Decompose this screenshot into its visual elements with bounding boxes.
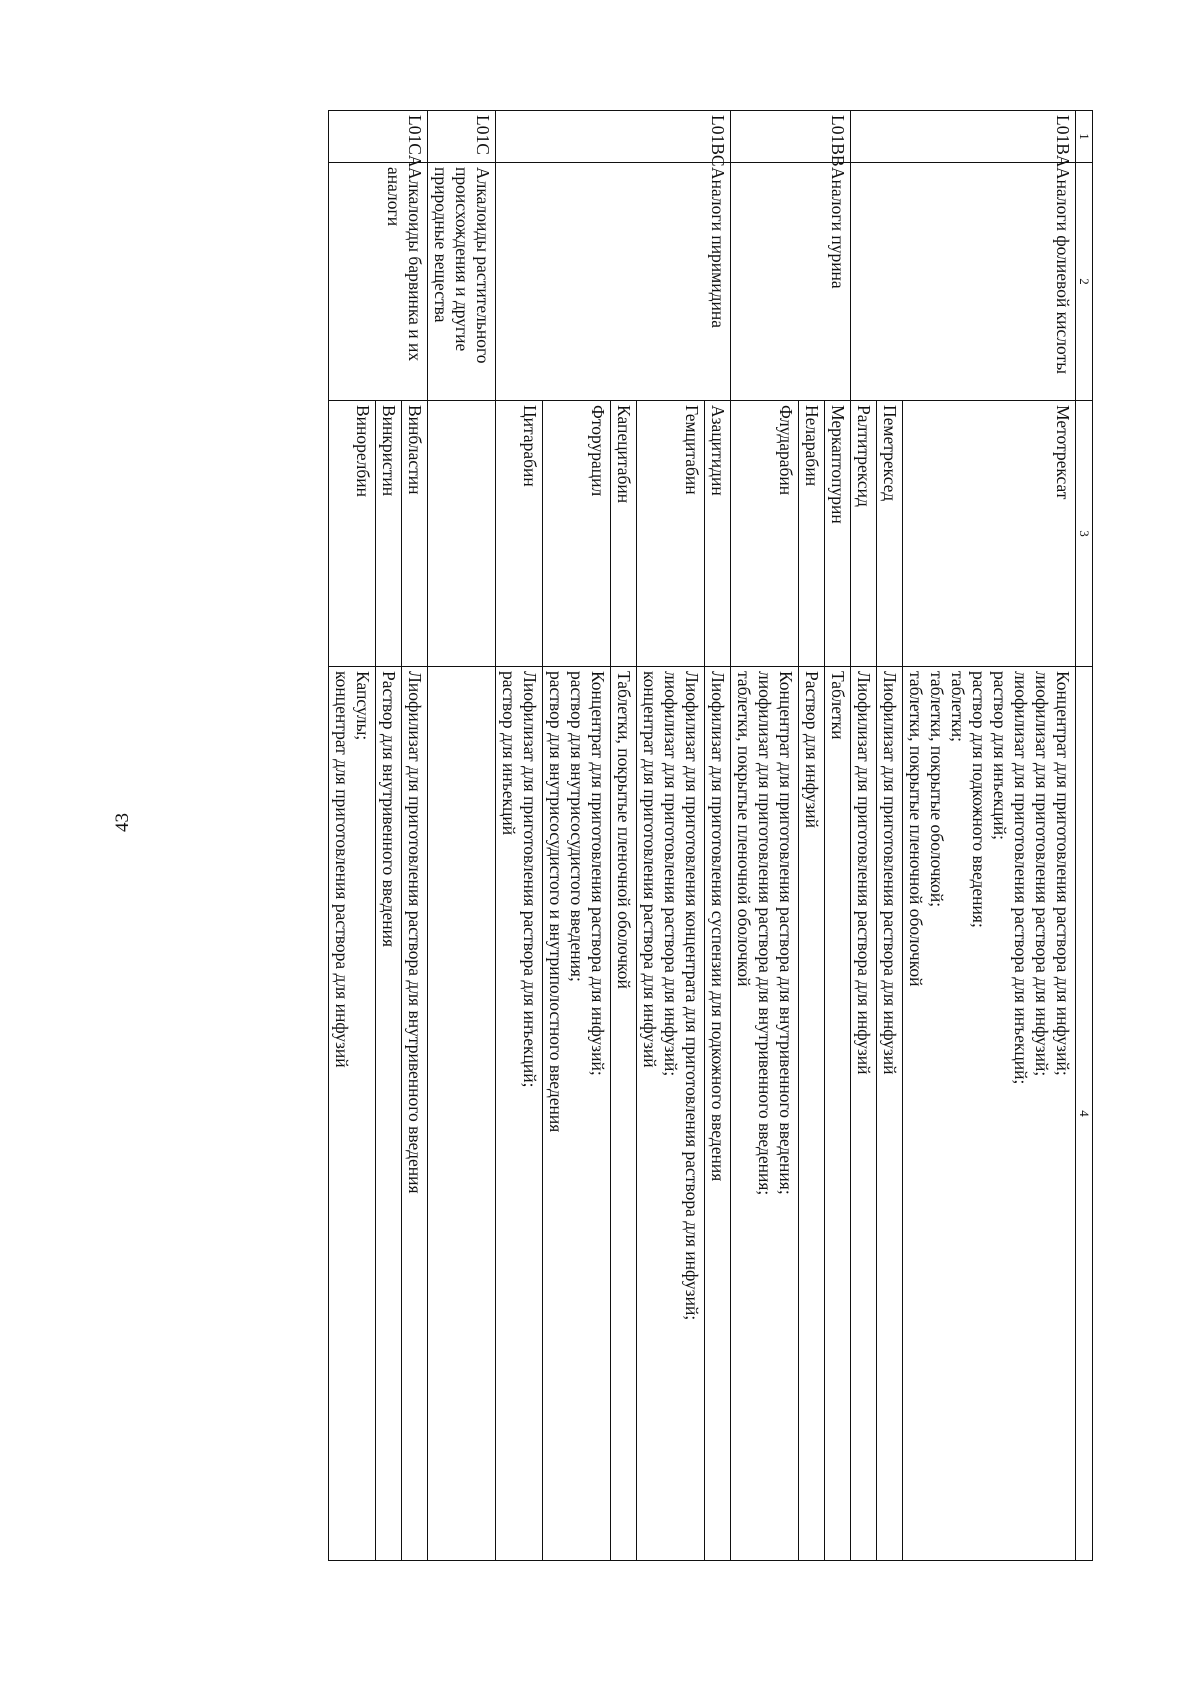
drug-name-cell: Ралтитрексид — [851, 401, 877, 667]
drug-name-cell: Меркаптопурин — [825, 401, 851, 667]
dosage-forms-cell — [799, 667, 825, 1561]
dosage-form-line: Лиофилизат для приготовления концентрата для приготовления раствора для инфузий; — [682, 671, 702, 1321]
column-header: 1 — [1076, 111, 1093, 163]
dosage-form-line: раствор для внутрисосудистого введения; — [567, 671, 587, 982]
drug-name-cell: Винорелбин — [329, 401, 376, 667]
drug-name-cell: Пеметрексед — [877, 401, 903, 667]
drug-name-cell: Капецитабин — [611, 401, 637, 667]
atc-group-name-cell: Аналоги пурина — [731, 163, 851, 401]
dosage-forms-cell — [329, 667, 376, 1561]
table-row — [402, 111, 428, 1561]
dosage-form-line: Лиофилизат для приготовления раствора для внутривенного введения — [405, 671, 425, 1194]
dosage-forms-cell — [496, 667, 543, 1561]
drug-name-cell: Метотрексат — [903, 401, 1076, 667]
dosage-form-line: таблетки; — [948, 671, 968, 742]
drug-name-cell: Гемцитабин — [637, 401, 705, 667]
atc-group-name-cell: Алкалоиды барвинка и их аналоги — [329, 163, 428, 401]
drug-name-cell: Неларабин — [799, 401, 825, 667]
dosage-form-line: лиофилизат для приготовления раствора для инъекций; — [1011, 671, 1031, 1085]
dosage-form-line: раствор для инъекций; — [990, 671, 1010, 841]
dosage-forms-cell — [428, 667, 496, 1561]
atc-code-cell: L01C — [428, 111, 496, 163]
dosage-form-line: лиофилизат для приготовления раствора для инфузий; — [1032, 671, 1052, 1077]
dosage-form-line: Лиофилизат для приготовления суспензии для подкожного введения — [708, 671, 728, 1182]
dosage-forms-cell — [543, 667, 611, 1561]
dosage-forms-cell — [903, 667, 1076, 1561]
table-body — [329, 111, 1076, 1561]
table-row — [705, 111, 731, 1561]
dosage-form-line: таблетки, покрытые пленочной оболочкой — [734, 671, 754, 987]
atc-code-cell: L01BB — [731, 111, 851, 163]
dosage-form-line: Раствор для внутривенного введения — [379, 671, 399, 948]
dosage-forms-cell — [825, 667, 851, 1561]
table-row — [825, 111, 851, 1561]
drug-name-cell — [428, 401, 496, 667]
page-number: 43 — [112, 813, 133, 832]
column-header: 3 — [1076, 401, 1093, 667]
dosage-form-line: концентрат для приготовления раствора для инфузий — [332, 671, 352, 1068]
atc-group-name-cell: Аналоги фолиевой кислоты — [851, 163, 1076, 401]
dosage-form-line: таблетки, покрытые пленочной оболочкой — [906, 671, 926, 987]
table-row — [428, 111, 496, 1561]
drug-table — [328, 110, 1093, 1561]
dosage-form-line: Лиофилизат для приготовления раствора для инфузий — [880, 671, 900, 1075]
dosage-form-line: Таблетки, покрытые пленочной оболочкой — [614, 671, 634, 989]
atc-group-name-cell: Аналоги пиримидина — [496, 163, 731, 401]
dosage-form-line: таблетки, покрытые оболочкой; — [927, 671, 947, 908]
column-header: 4 — [1076, 667, 1093, 1561]
table-rotated-container — [183, 110, 1093, 1560]
dosage-form-line: лиофилизат для приготовления раствора для инфузий; — [661, 671, 681, 1077]
dosage-forms-cell — [376, 667, 402, 1561]
drug-name-cell: Флударабин — [731, 401, 799, 667]
dosage-form-line: Лиофилизат для приготовления раствора для инъекций; — [520, 671, 540, 1088]
drug-name-cell: Азацитидин — [705, 401, 731, 667]
header-row — [1076, 111, 1093, 1561]
table-row — [903, 111, 1076, 1561]
dosage-form-line: Раствор для инфузий — [802, 671, 822, 829]
drug-name-cell: Винбластин — [402, 401, 428, 667]
dosage-forms-cell — [877, 667, 903, 1561]
dosage-forms-cell — [851, 667, 877, 1561]
dosage-form-line: Концентрат для приготовления раствора для инфузий; — [588, 671, 608, 1076]
dosage-form-line: раствор для инъекций — [499, 671, 519, 836]
atc-group-name-cell: Алкалоиды растительного происхождения и другие природные вещества — [428, 163, 496, 401]
dosage-form-line: концентрат для приготовления раствора для инфузий — [640, 671, 660, 1068]
dosage-form-line: Концентрат для приготовления раствора для инфузий; — [1053, 671, 1073, 1076]
drug-name-cell: Фторурацил — [543, 401, 611, 667]
column-header: 2 — [1076, 163, 1093, 401]
dosage-form-line: раствор для подкожного введения; — [969, 671, 989, 928]
dosage-form-line: лиофилизат для приготовления раствора для внутривенного введения; — [755, 671, 775, 1196]
dosage-forms-cell — [611, 667, 637, 1561]
drug-name-cell: Цитарабин — [496, 401, 543, 667]
atc-code-cell: L01CA — [329, 111, 428, 163]
dosage-form-line: Капсулы; — [353, 671, 373, 741]
dosage-forms-cell — [731, 667, 799, 1561]
dosage-form-line: Лиофилизат для приготовления раствора для инфузий — [854, 671, 874, 1075]
dosage-forms-cell — [705, 667, 731, 1561]
dosage-form-line: Таблетки — [828, 671, 848, 740]
dosage-form-line: Концентрат для приготовления раствора для внутривенного введения; — [776, 671, 796, 1195]
atc-code-cell: L01BC — [496, 111, 731, 163]
drug-name-cell: Винкристин — [376, 401, 402, 667]
atc-code-cell: L01BA — [851, 111, 1076, 163]
dosage-forms-cell — [637, 667, 705, 1561]
dosage-forms-cell — [402, 667, 428, 1561]
dosage-form-line: раствор для внутрисосудистого и внутриполостного введения — [546, 671, 566, 1133]
